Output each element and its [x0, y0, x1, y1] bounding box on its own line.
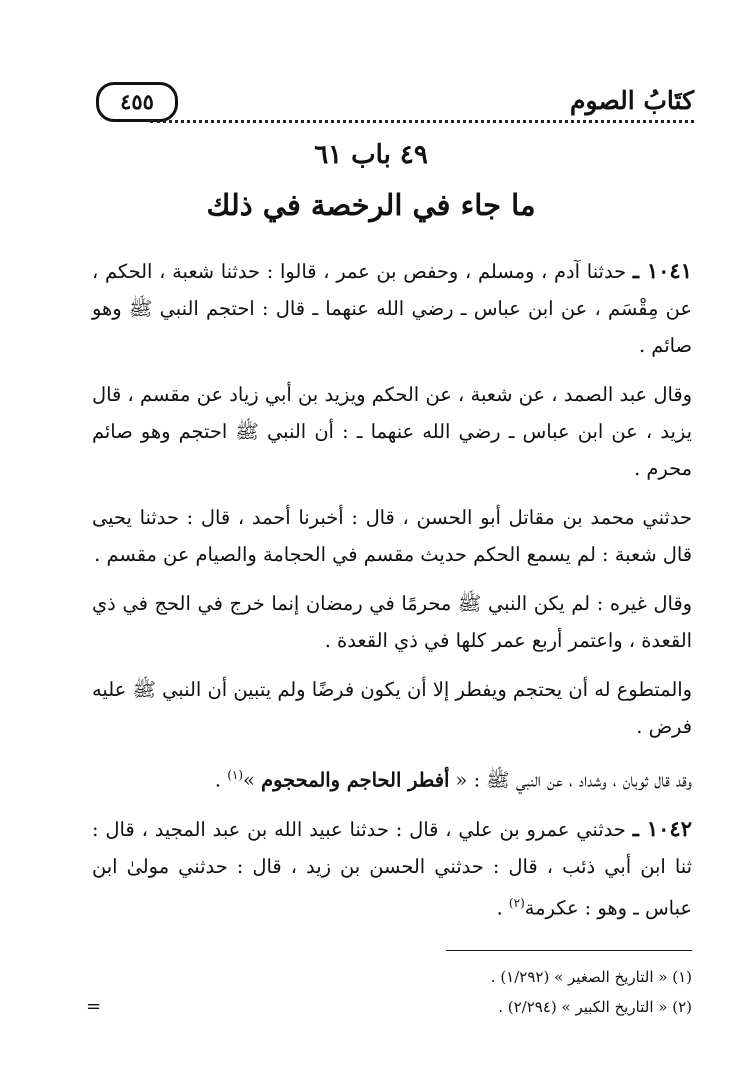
- margin-mark: =: [86, 996, 102, 1017]
- chapter-title: ما جاء في الرخصة في ذلك: [206, 188, 536, 222]
- period: .: [496, 896, 503, 920]
- footnote-1: (١) « التاريخ الصغير » (١/٢٩٢) .: [490, 968, 692, 986]
- paragraph: وقال عبد الصمد ، عن شعبة ، عن الحكم ويزيد بن أبي زياد عن مقسم ، قال يزيد ، عن ابن عباس ـ رضي الله عنهما ـ : أن النبي ﷺ احتجم وهو صائم محرم .: [92, 383, 692, 480]
- page-number: ٤٥٥: [96, 82, 178, 122]
- quote-bold: أفطر الحاجم والمحجوم: [261, 768, 450, 792]
- hadith-1041: [92, 252, 692, 364]
- period: .: [214, 768, 222, 792]
- hadith-text: حدثنا آدم ، ومسلم ، وحفص بن عمر ، قالوا : حدثنا شعبة ، الحكم ، عن مِقْسَم ، عن ابن عباس ـ رضي الله عنهما ـ قال : احتجم النبي ﷺ وهو صائم .: [92, 260, 692, 357]
- paragraph-quote: [92, 757, 692, 798]
- hadith-number: ١٠٤٢ ـ: [632, 816, 692, 842]
- paragraph: حدثني محمد بن مقاتل أبو الحسن ، قال : أخبرنا أحمد ، قال : حدثنا يحيى قال شعبة : لم يسمع الحكم حديث مقسم في الحجامة والصيام عن مقسم .: [92, 506, 692, 566]
- quote-intro: وقد قال ثوبان ، وشداد ، عن النبي ﷺ : «: [455, 768, 692, 792]
- page-header: [96, 82, 694, 122]
- paragraph: وقال غيره : لم يكن النبي ﷺ محرمًا في رمضان إنما خرج في الحج في ذي القعدة ، واعتمر أربع عمر كلها في ذي القعدة .: [92, 592, 692, 652]
- book-title: كتَابُ الصوم: [570, 86, 694, 115]
- paragraph: والمتطوع له أن يحتجم ويفطر إلا أن يكون فرضًا ولم يتبين أن النبي ﷺ عليه فرض .: [92, 678, 692, 738]
- quote-close: »: [243, 768, 255, 792]
- hadith-text: حدثني عمرو بن علي ، قال : حدثنا عبيد الله بن عبد المجيد ، قال : ثنا ابن أبي ذئب ، قال : حدثني الحسن بن زيد ، قال : حدثني مولىٰ ابن عباس ـ وهو : عكرمة: [92, 818, 692, 920]
- footnotes: [90, 962, 692, 1022]
- footnote-2: (٢) « التاريخ الكبير » (٢/٢٩٤) .: [498, 998, 692, 1016]
- footnote-divider: [446, 950, 692, 951]
- body-text: [92, 252, 692, 939]
- hadith-number: ١٠٤١ ـ: [632, 258, 692, 283]
- hadith-1042: [92, 810, 692, 926]
- header-divider: [150, 120, 694, 123]
- footnote-ref[interactable]: (٢): [508, 896, 525, 911]
- footnote-ref[interactable]: (١): [227, 768, 244, 782]
- chapter-heading: ٤٩ باب ٦١: [314, 140, 428, 170]
